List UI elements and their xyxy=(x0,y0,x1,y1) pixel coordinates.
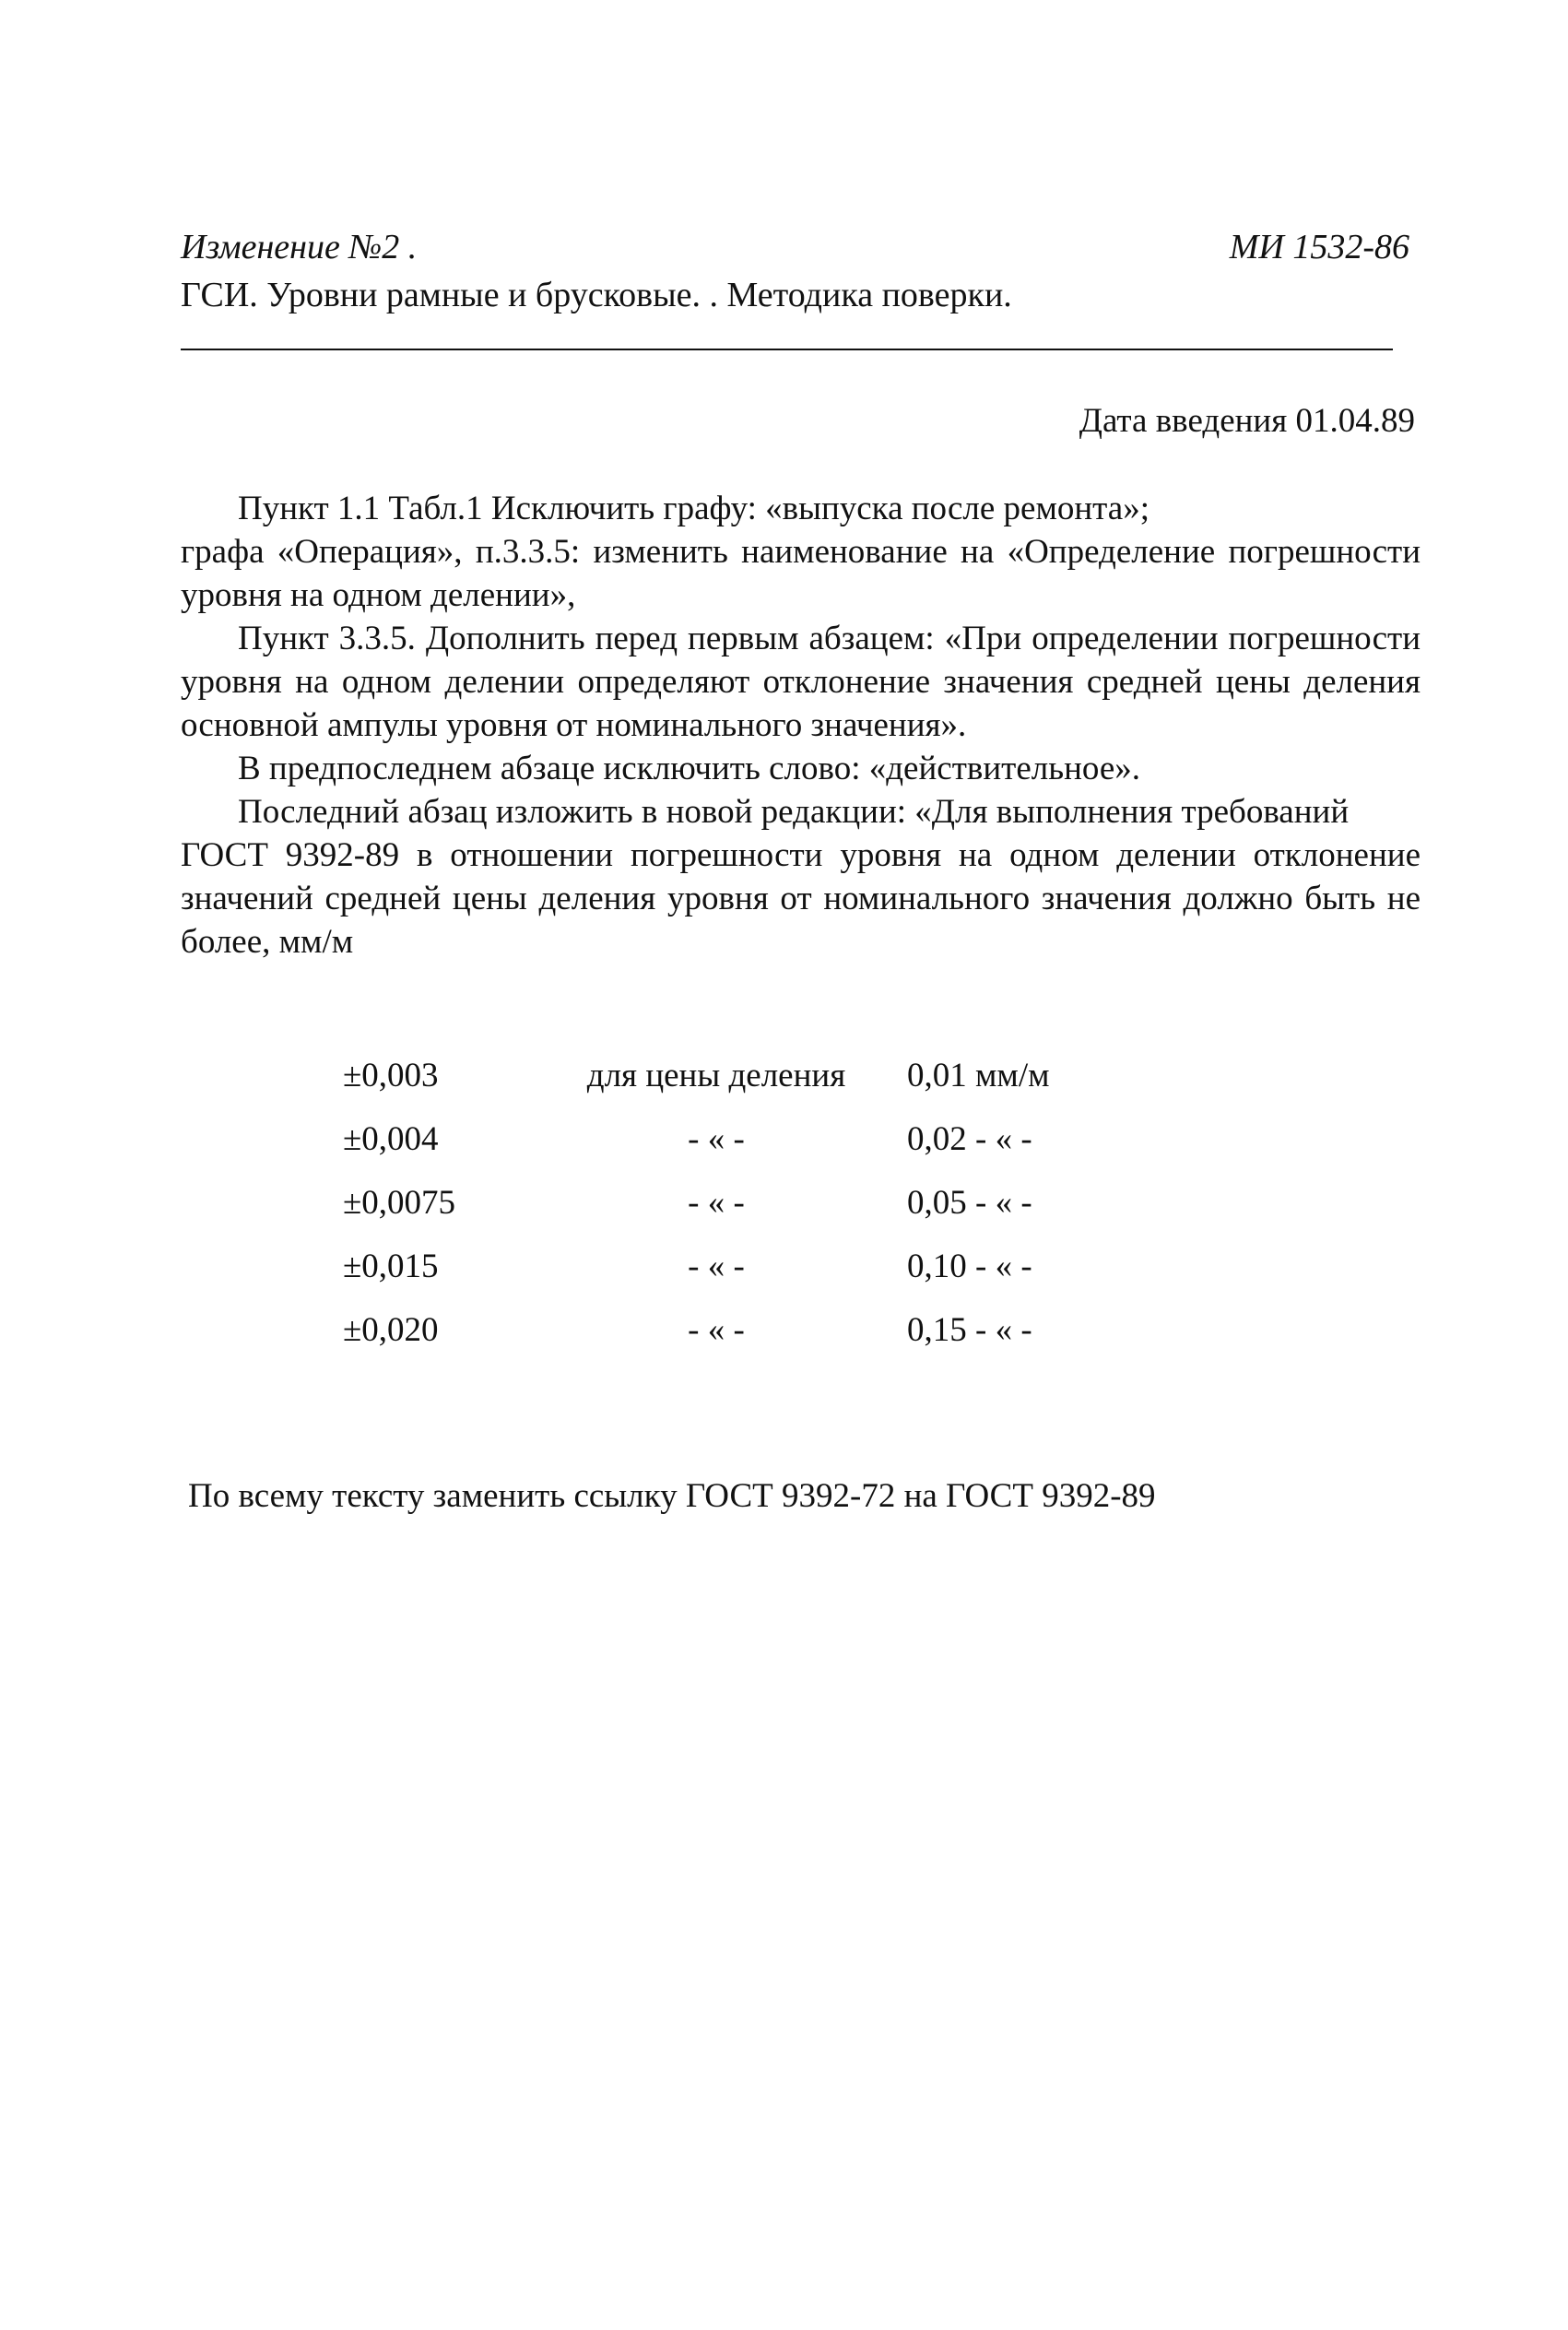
paragraph: Последний абзац изложить в новой редакции: «Для выполнения требований xyxy=(238,793,1350,831)
paragraph: графа «Операция», п.3.3.5: изменить наименование на «Определение погрешности уровня на одном делении», xyxy=(181,533,1421,614)
division-value-cell: 0,10 - « - xyxy=(907,1248,1032,1285)
table-row xyxy=(343,1298,1147,1362)
paragraph: ГОСТ 9392-89 в отношении погрешности уровня на одном делении отклонение значений средней цены деления уровня от номинального значения должно быть не более, мм/м xyxy=(181,836,1421,961)
effective-date: Дата введения 01.04.89 xyxy=(1079,402,1415,440)
division-value-cell: 0,15 - « - xyxy=(907,1311,1032,1349)
division-label-cell: - « - xyxy=(688,1311,745,1349)
header-divider xyxy=(181,349,1393,350)
division-label-cell: - « - xyxy=(688,1248,745,1285)
division-value-cell: 0,01 мм/м xyxy=(907,1057,1050,1094)
table-row xyxy=(343,1235,1147,1298)
division-label-cell: - « - xyxy=(688,1120,745,1158)
table-row xyxy=(343,1171,1147,1235)
tolerance-table xyxy=(343,1044,1147,1362)
paragraph: В предпоследнем абзаце исключить слово: «действительное». xyxy=(238,750,1141,787)
paragraph: Пункт 3.3.5. Дополнить перед первым абзацем: «При определении погрешности уровня на одном делении определяют отклонение значения средней цены деления основной ампулы уровня от номинального значения». xyxy=(181,620,1421,744)
document-code: МИ 1532-86 xyxy=(1229,228,1409,266)
footer-note: По всему тексту заменить ссылку ГОСТ 9392-72 на ГОСТ 9392-89 xyxy=(188,1477,1156,1515)
table-row xyxy=(343,1107,1147,1171)
division-label-cell: для цены деления xyxy=(586,1057,846,1094)
tolerance-cell: ±0,015 xyxy=(343,1248,439,1285)
tolerance-cell: ±0,0075 xyxy=(343,1184,456,1222)
amendment-text xyxy=(181,487,1421,964)
tolerance-cell: ±0,004 xyxy=(343,1120,439,1158)
change-title: Изменение №2 . xyxy=(181,228,418,266)
tolerance-cell: ±0,003 xyxy=(343,1057,439,1094)
tolerance-cell: ±0,020 xyxy=(343,1311,439,1349)
document-header xyxy=(181,223,1012,319)
division-label-cell: - « - xyxy=(688,1184,745,1222)
paragraph: Пункт 1.1 Табл.1 Исключить графу: «выпуска после ремонта»; xyxy=(238,490,1149,527)
table-row xyxy=(343,1044,1147,1107)
document-subject: ГСИ. Уровни рамные и брусковые. . Методика поверки. xyxy=(181,276,1012,314)
division-value-cell: 0,02 - « - xyxy=(907,1120,1032,1158)
division-value-cell: 0,05 - « - xyxy=(907,1184,1032,1222)
